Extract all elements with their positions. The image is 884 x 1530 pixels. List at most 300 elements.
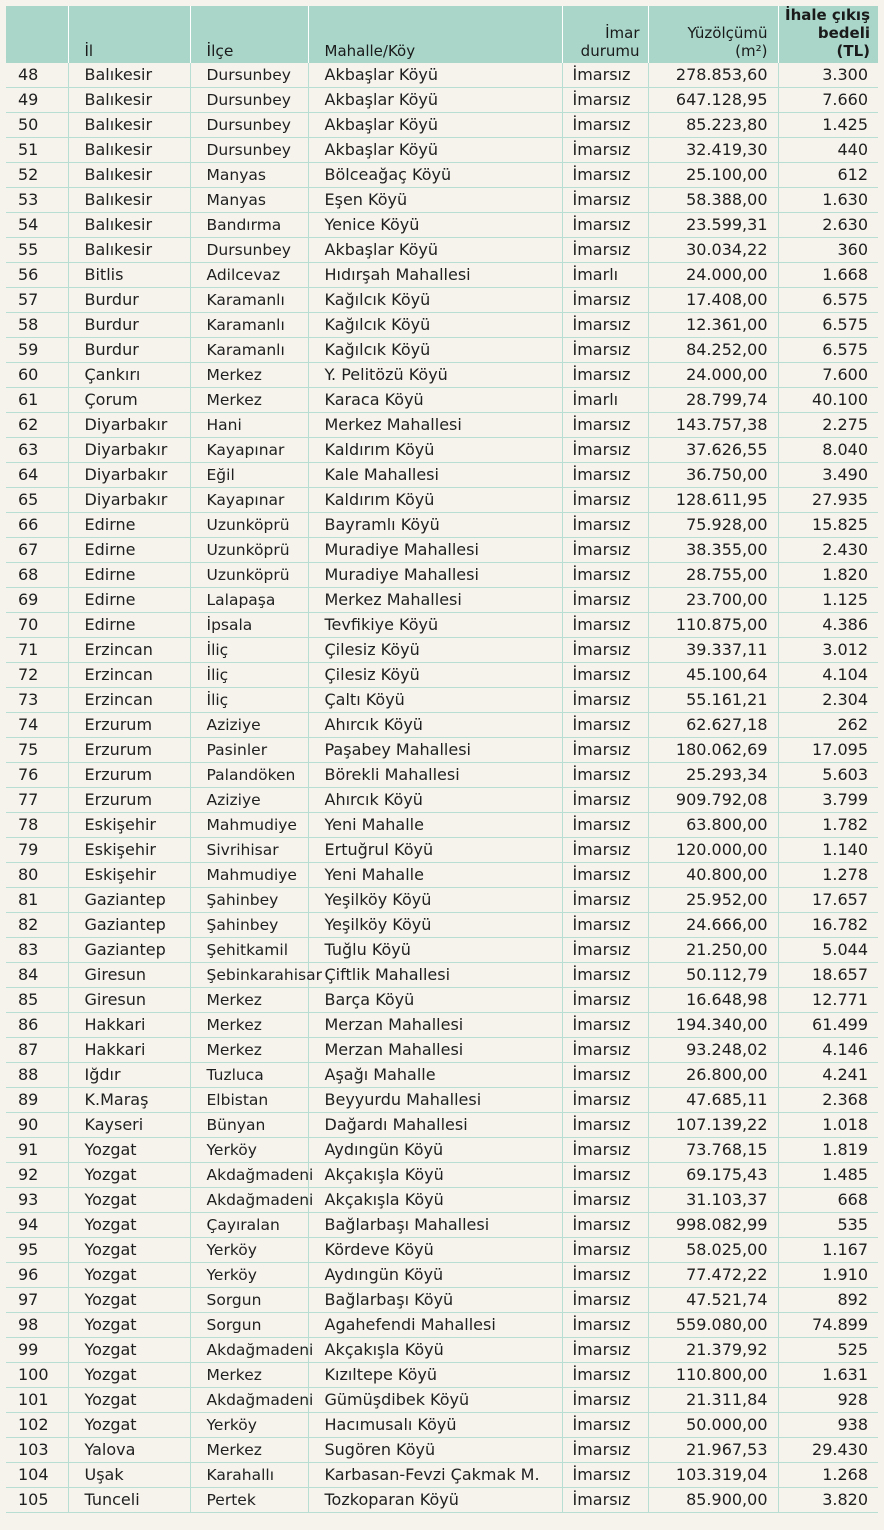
cell-il: Yozgat: [68, 1313, 190, 1338]
cell-no: 97: [6, 1288, 68, 1313]
cell-no: 99: [6, 1338, 68, 1363]
cell-il: Hakkari: [68, 1038, 190, 1063]
cell-imar: İmarlı: [562, 263, 648, 288]
cell-no: 74: [6, 713, 68, 738]
cell-no: 85: [6, 988, 68, 1013]
cell-il: Balıkesir: [68, 213, 190, 238]
cell-bedel: 1.268: [778, 1463, 878, 1488]
cell-yuzolcumu: 47.521,74: [648, 1288, 778, 1313]
cell-imar: İmarsız: [562, 1163, 648, 1188]
cell-ilce: Çayıralan: [190, 1213, 308, 1238]
cell-imar: İmarsız: [562, 113, 648, 138]
cell-il: Çorum: [68, 388, 190, 413]
cell-imar: İmarsız: [562, 488, 648, 513]
table-row: [6, 1263, 878, 1288]
cell-il: Uşak: [68, 1463, 190, 1488]
cell-il: Diyarbakır: [68, 438, 190, 463]
header-imar-line2: durumu: [580, 42, 640, 60]
cell-il: Diyarbakır: [68, 463, 190, 488]
header-imar-line1: İmar: [605, 24, 640, 42]
cell-yuzolcumu: 28.799,74: [648, 388, 778, 413]
table-row: [6, 963, 878, 988]
cell-mahalle: Akbaşlar Köyü: [308, 113, 562, 138]
cell-bedel: 15.825: [778, 513, 878, 538]
cell-imar: İmarsız: [562, 738, 648, 763]
cell-ilce: Aziziye: [190, 713, 308, 738]
cell-no: 100: [6, 1363, 68, 1388]
cell-mahalle: Çilesiz Köyü: [308, 663, 562, 688]
cell-no: 65: [6, 488, 68, 513]
cell-il: Kayseri: [68, 1113, 190, 1138]
land-auction-table: [6, 6, 878, 1513]
header-bedel-line1: İhale çıkış: [785, 6, 870, 24]
cell-yuzolcumu: 21.379,92: [648, 1338, 778, 1363]
header-il: İl: [68, 6, 190, 63]
cell-yuzolcumu: 75.928,00: [648, 513, 778, 538]
cell-imar: İmarsız: [562, 1413, 648, 1438]
cell-no: 75: [6, 738, 68, 763]
cell-bedel: 1.668: [778, 263, 878, 288]
cell-il: Balıkesir: [68, 188, 190, 213]
cell-no: 55: [6, 238, 68, 263]
cell-il: Edirne: [68, 613, 190, 638]
cell-mahalle: Merkez Mahallesi: [308, 588, 562, 613]
cell-bedel: 4.146: [778, 1038, 878, 1063]
table-row: [6, 1238, 878, 1263]
cell-imar: İmarsız: [562, 163, 648, 188]
cell-imar: İmarsız: [562, 213, 648, 238]
cell-ilce: Dursunbey: [190, 113, 308, 138]
cell-no: 95: [6, 1238, 68, 1263]
cell-yuzolcumu: 559.080,00: [648, 1313, 778, 1338]
cell-mahalle: Yeşilköy Köyü: [308, 888, 562, 913]
cell-bedel: 262: [778, 713, 878, 738]
cell-ilce: İliç: [190, 638, 308, 663]
cell-ilce: Hani: [190, 413, 308, 438]
table-row: [6, 838, 878, 863]
cell-mahalle: Merkez Mahallesi: [308, 413, 562, 438]
cell-mahalle: Akbaşlar Köyü: [308, 138, 562, 163]
cell-yuzolcumu: 55.161,21: [648, 688, 778, 713]
cell-il: Gaziantep: [68, 913, 190, 938]
cell-mahalle: Çiftlik Mahallesi: [308, 963, 562, 988]
cell-imar: İmarsız: [562, 1238, 648, 1263]
cell-yuzolcumu: 58.388,00: [648, 188, 778, 213]
cell-imar: İmarsız: [562, 1288, 648, 1313]
cell-ilce: İliç: [190, 688, 308, 713]
cell-ilce: Uzunköprü: [190, 563, 308, 588]
cell-no: 83: [6, 938, 68, 963]
cell-bedel: 1.910: [778, 1263, 878, 1288]
cell-il: Çankırı: [68, 363, 190, 388]
cell-imar: İmarsız: [562, 863, 648, 888]
cell-yuzolcumu: 24.000,00: [648, 363, 778, 388]
cell-bedel: 8.040: [778, 438, 878, 463]
table-row: [6, 1488, 878, 1513]
table-row: [6, 1038, 878, 1063]
cell-imar: İmarsız: [562, 1488, 648, 1513]
cell-yuzolcumu: 103.319,04: [648, 1463, 778, 1488]
cell-ilce: Akdağmadeni: [190, 1338, 308, 1363]
cell-no: 53: [6, 188, 68, 213]
cell-yuzolcumu: 16.648,98: [648, 988, 778, 1013]
cell-imar: İmarsız: [562, 663, 648, 688]
cell-il: Erzincan: [68, 663, 190, 688]
cell-yuzolcumu: 25.100,00: [648, 163, 778, 188]
cell-no: 64: [6, 463, 68, 488]
cell-il: K.Maraş: [68, 1088, 190, 1113]
cell-yuzolcumu: 25.952,00: [648, 888, 778, 913]
cell-no: 52: [6, 163, 68, 188]
cell-mahalle: Gümüşdibek Köyü: [308, 1388, 562, 1413]
cell-il: Balıkesir: [68, 238, 190, 263]
cell-imar: İmarsız: [562, 538, 648, 563]
cell-bedel: 1.018: [778, 1113, 878, 1138]
cell-il: Yalova: [68, 1438, 190, 1463]
cell-il: Giresun: [68, 963, 190, 988]
cell-no: 90: [6, 1113, 68, 1138]
cell-il: Eskişehir: [68, 838, 190, 863]
table-row: [6, 1113, 878, 1138]
table-row: [6, 1463, 878, 1488]
cell-mahalle: Eşen Köyü: [308, 188, 562, 213]
cell-bedel: 1.167: [778, 1238, 878, 1263]
cell-no: 94: [6, 1213, 68, 1238]
cell-imar: İmarsız: [562, 1038, 648, 1063]
cell-ilce: Merkez: [190, 1013, 308, 1038]
cell-ilce: Mahmudiye: [190, 813, 308, 838]
cell-imar: İmarsız: [562, 413, 648, 438]
cell-yuzolcumu: 24.666,00: [648, 913, 778, 938]
cell-yuzolcumu: 37.626,55: [648, 438, 778, 463]
cell-mahalle: Tuğlu Köyü: [308, 938, 562, 963]
cell-ilce: Palandöken: [190, 763, 308, 788]
cell-ilce: Manyas: [190, 163, 308, 188]
cell-bedel: 3.820: [778, 1488, 878, 1513]
cell-bedel: 40.100: [778, 388, 878, 413]
header-mahalle: Mahalle/Köy: [308, 6, 562, 63]
cell-bedel: 1.631: [778, 1363, 878, 1388]
table-row: [6, 1413, 878, 1438]
cell-imar: İmarsız: [562, 1113, 648, 1138]
cell-imar: İmarsız: [562, 463, 648, 488]
header-yuzolcumu: [648, 6, 778, 63]
cell-ilce: Bandırma: [190, 213, 308, 238]
cell-il: Erzurum: [68, 713, 190, 738]
cell-mahalle: Aşağı Mahalle: [308, 1063, 562, 1088]
cell-no: 98: [6, 1313, 68, 1338]
cell-mahalle: Agahefendi Mahallesi: [308, 1313, 562, 1338]
header-yuz-line1: Yüzölçümü: [687, 24, 768, 42]
cell-imar: İmarsız: [562, 988, 648, 1013]
table-row: [6, 1363, 878, 1388]
cell-bedel: 5.603: [778, 763, 878, 788]
cell-ilce: Şehitkamil: [190, 938, 308, 963]
cell-no: 78: [6, 813, 68, 838]
table-row: [6, 1188, 878, 1213]
cell-yuzolcumu: 30.034,22: [648, 238, 778, 263]
cell-yuzolcumu: 25.293,34: [648, 763, 778, 788]
cell-yuzolcumu: 12.361,00: [648, 313, 778, 338]
cell-no: 93: [6, 1188, 68, 1213]
cell-imar: İmarsız: [562, 1438, 648, 1463]
table-row: [6, 263, 878, 288]
cell-bedel: 1.819: [778, 1138, 878, 1163]
cell-yuzolcumu: 26.800,00: [648, 1063, 778, 1088]
cell-no: 96: [6, 1263, 68, 1288]
cell-imar: İmarsız: [562, 238, 648, 263]
cell-mahalle: Kağılcık Köyü: [308, 338, 562, 363]
cell-ilce: Akdağmadeni: [190, 1188, 308, 1213]
cell-no: 51: [6, 138, 68, 163]
cell-yuzolcumu: 77.472,22: [648, 1263, 778, 1288]
cell-imar: İmarlı: [562, 388, 648, 413]
cell-imar: İmarsız: [562, 88, 648, 113]
cell-il: Balıkesir: [68, 163, 190, 188]
table-row: [6, 1288, 878, 1313]
cell-yuzolcumu: 73.768,15: [648, 1138, 778, 1163]
cell-il: Yozgat: [68, 1338, 190, 1363]
table-row: [6, 663, 878, 688]
cell-no: 91: [6, 1138, 68, 1163]
table-row: [6, 1313, 878, 1338]
cell-bedel: 1.782: [778, 813, 878, 838]
cell-yuzolcumu: 85.900,00: [648, 1488, 778, 1513]
cell-il: Diyarbakır: [68, 488, 190, 513]
cell-bedel: 4.241: [778, 1063, 878, 1088]
cell-imar: İmarsız: [562, 338, 648, 363]
table-row: [6, 1063, 878, 1088]
cell-no: 82: [6, 913, 68, 938]
header-yuz-line2: (m²): [735, 42, 768, 60]
cell-mahalle: Akbaşlar Köyü: [308, 88, 562, 113]
cell-il: Erzincan: [68, 688, 190, 713]
cell-bedel: 3.799: [778, 788, 878, 813]
cell-no: 70: [6, 613, 68, 638]
cell-mahalle: Bölceağaç Köyü: [308, 163, 562, 188]
cell-yuzolcumu: 40.800,00: [648, 863, 778, 888]
cell-yuzolcumu: 69.175,43: [648, 1163, 778, 1188]
cell-ilce: Tuzluca: [190, 1063, 308, 1088]
cell-no: 79: [6, 838, 68, 863]
table-header: [6, 6, 878, 63]
cell-imar: İmarsız: [562, 438, 648, 463]
cell-yuzolcumu: 21.311,84: [648, 1388, 778, 1413]
table-row: [6, 388, 878, 413]
cell-no: 69: [6, 588, 68, 613]
cell-mahalle: Tozkoparan Köyü: [308, 1488, 562, 1513]
cell-il: Edirne: [68, 538, 190, 563]
cell-bedel: 1.125: [778, 588, 878, 613]
cell-no: 81: [6, 888, 68, 913]
cell-imar: İmarsız: [562, 1138, 648, 1163]
cell-mahalle: Akbaşlar Köyü: [308, 63, 562, 88]
cell-mahalle: Y. Pelitözü Köyü: [308, 363, 562, 388]
cell-il: Erzincan: [68, 638, 190, 663]
cell-yuzolcumu: 107.139,22: [648, 1113, 778, 1138]
cell-imar: İmarsız: [562, 1388, 648, 1413]
cell-mahalle: Ahırcık Köyü: [308, 713, 562, 738]
cell-bedel: 5.044: [778, 938, 878, 963]
table-row: [6, 513, 878, 538]
cell-il: Yozgat: [68, 1288, 190, 1313]
table-row: [6, 188, 878, 213]
cell-il: Erzurum: [68, 788, 190, 813]
cell-ilce: Adilcevaz: [190, 263, 308, 288]
cell-ilce: Yerköy: [190, 1263, 308, 1288]
cell-mahalle: Akçakışla Köyü: [308, 1338, 562, 1363]
cell-imar: İmarsız: [562, 313, 648, 338]
cell-il: Edirne: [68, 513, 190, 538]
cell-yuzolcumu: 647.128,95: [648, 88, 778, 113]
cell-yuzolcumu: 143.757,38: [648, 413, 778, 438]
header-ilce: İlçe: [190, 6, 308, 63]
cell-yuzolcumu: 93.248,02: [648, 1038, 778, 1063]
cell-ilce: Dursunbey: [190, 63, 308, 88]
cell-bedel: 3.012: [778, 638, 878, 663]
cell-ilce: Yerköy: [190, 1138, 308, 1163]
cell-mahalle: Karbasan-Fevzi Çakmak M.: [308, 1463, 562, 1488]
table-row: [6, 1388, 878, 1413]
cell-ilce: Karahallı: [190, 1463, 308, 1488]
cell-ilce: İpsala: [190, 613, 308, 638]
cell-yuzolcumu: 62.627,18: [648, 713, 778, 738]
cell-ilce: Pertek: [190, 1488, 308, 1513]
cell-yuzolcumu: 39.337,11: [648, 638, 778, 663]
cell-ilce: Bünyan: [190, 1113, 308, 1138]
cell-no: 54: [6, 213, 68, 238]
cell-yuzolcumu: 21.250,00: [648, 938, 778, 963]
table-row: [6, 1338, 878, 1363]
cell-mahalle: Tevfikiye Köyü: [308, 613, 562, 638]
cell-no: 71: [6, 638, 68, 663]
table-row: [6, 488, 878, 513]
cell-no: 92: [6, 1163, 68, 1188]
cell-no: 102: [6, 1413, 68, 1438]
table-row: [6, 788, 878, 813]
cell-ilce: Akdağmadeni: [190, 1163, 308, 1188]
table-row: [6, 738, 878, 763]
cell-yuzolcumu: 50.112,79: [648, 963, 778, 988]
cell-yuzolcumu: 998.082,99: [648, 1213, 778, 1238]
cell-il: Gaziantep: [68, 888, 190, 913]
cell-imar: İmarsız: [562, 1313, 648, 1338]
cell-no: 72: [6, 663, 68, 688]
header-bedel: [778, 6, 878, 63]
cell-imar: İmarsız: [562, 1213, 648, 1238]
cell-no: 66: [6, 513, 68, 538]
cell-mahalle: Paşabey Mahallesi: [308, 738, 562, 763]
cell-mahalle: Dağardı Mahallesi: [308, 1113, 562, 1138]
cell-bedel: 74.899: [778, 1313, 878, 1338]
table-row: [6, 1088, 878, 1113]
cell-no: 88: [6, 1063, 68, 1088]
table-row: [6, 88, 878, 113]
cell-mahalle: Bağlarbaşı Mahallesi: [308, 1213, 562, 1238]
cell-ilce: Karamanlı: [190, 313, 308, 338]
table-row: [6, 463, 878, 488]
cell-il: Diyarbakır: [68, 413, 190, 438]
cell-ilce: Yerköy: [190, 1413, 308, 1438]
cell-yuzolcumu: 28.755,00: [648, 563, 778, 588]
cell-imar: İmarsız: [562, 713, 648, 738]
cell-no: 80: [6, 863, 68, 888]
cell-yuzolcumu: 23.700,00: [648, 588, 778, 613]
cell-ilce: Pasinler: [190, 738, 308, 763]
cell-bedel: 7.660: [778, 88, 878, 113]
cell-imar: İmarsız: [562, 913, 648, 938]
cell-imar: İmarsız: [562, 1338, 648, 1363]
cell-ilce: Şahinbey: [190, 913, 308, 938]
cell-il: Yozgat: [68, 1213, 190, 1238]
table-row: [6, 563, 878, 588]
cell-bedel: 928: [778, 1388, 878, 1413]
cell-imar: İmarsız: [562, 638, 648, 663]
cell-il: Balıkesir: [68, 88, 190, 113]
cell-ilce: Manyas: [190, 188, 308, 213]
cell-mahalle: Aydıngün Köyü: [308, 1138, 562, 1163]
cell-mahalle: Yeşilköy Köyü: [308, 913, 562, 938]
cell-imar: İmarsız: [562, 63, 648, 88]
table-row: [6, 363, 878, 388]
cell-il: Burdur: [68, 313, 190, 338]
cell-ilce: Merkez: [190, 388, 308, 413]
table-row: [6, 1163, 878, 1188]
cell-no: 76: [6, 763, 68, 788]
cell-il: Yozgat: [68, 1413, 190, 1438]
table-row: [6, 1013, 878, 1038]
table-row: [6, 763, 878, 788]
cell-il: Yozgat: [68, 1238, 190, 1263]
cell-il: Burdur: [68, 288, 190, 313]
cell-bedel: 2.630: [778, 213, 878, 238]
cell-imar: İmarsız: [562, 563, 648, 588]
cell-imar: İmarsız: [562, 588, 648, 613]
cell-yuzolcumu: 38.355,00: [648, 538, 778, 563]
cell-mahalle: Kağılcık Köyü: [308, 288, 562, 313]
cell-no: 89: [6, 1088, 68, 1113]
cell-mahalle: Akçakışla Köyü: [308, 1163, 562, 1188]
cell-imar: İmarsız: [562, 838, 648, 863]
cell-imar: İmarsız: [562, 1263, 648, 1288]
cell-yuzolcumu: 32.419,30: [648, 138, 778, 163]
cell-il: Yozgat: [68, 1163, 190, 1188]
cell-mahalle: Sugören Köyü: [308, 1438, 562, 1463]
cell-yuzolcumu: 17.408,00: [648, 288, 778, 313]
cell-no: 50: [6, 113, 68, 138]
cell-mahalle: Yeni Mahalle: [308, 863, 562, 888]
cell-no: 57: [6, 288, 68, 313]
cell-il: Balıkesir: [68, 138, 190, 163]
cell-no: 56: [6, 263, 68, 288]
cell-yuzolcumu: 45.100,64: [648, 663, 778, 688]
header-imar: [562, 6, 648, 63]
cell-mahalle: Kale Mahallesi: [308, 463, 562, 488]
table-row: [6, 438, 878, 463]
cell-il: Hakkari: [68, 1013, 190, 1038]
cell-mahalle: Börekli Mahallesi: [308, 763, 562, 788]
cell-no: 59: [6, 338, 68, 363]
cell-bedel: 6.575: [778, 338, 878, 363]
cell-bedel: 668: [778, 1188, 878, 1213]
cell-il: Yozgat: [68, 1263, 190, 1288]
cell-no: 101: [6, 1388, 68, 1413]
cell-ilce: Sorgun: [190, 1288, 308, 1313]
cell-yuzolcumu: 180.062,69: [648, 738, 778, 763]
cell-bedel: 4.104: [778, 663, 878, 688]
cell-bedel: 29.430: [778, 1438, 878, 1463]
cell-mahalle: Kağılcık Köyü: [308, 313, 562, 338]
